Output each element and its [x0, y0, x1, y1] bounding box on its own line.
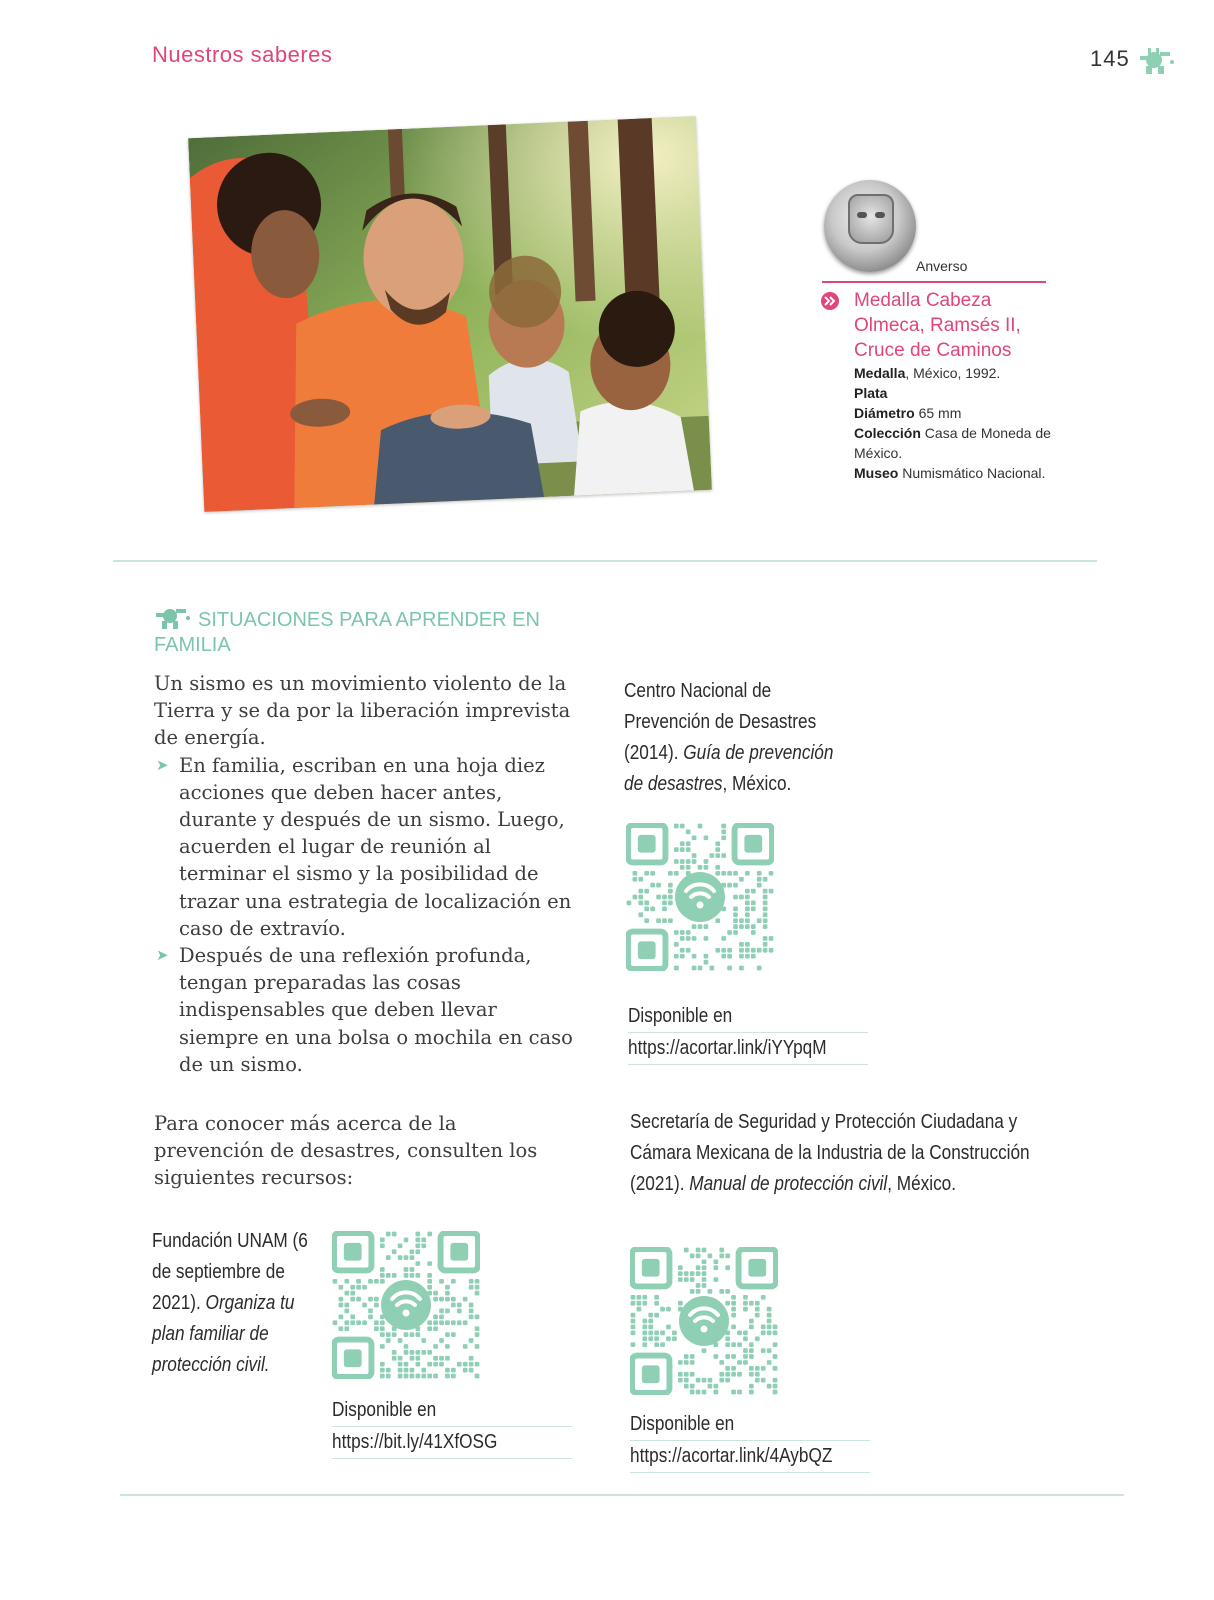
- medal-side-label: Anverso: [916, 258, 968, 274]
- activity-list: [154, 752, 574, 1078]
- list-item: ➤ Después de una reflexión profunda, tengan preparadas las cosas indispensables que deben llevar siempre en una bolsa o mochila en caso de un sismo.: [154, 942, 574, 1078]
- resource-link[interactable]: https://bit.ly/41XfOSG: [332, 1431, 498, 1453]
- double-chevron-icon: [821, 292, 839, 310]
- resource-link[interactable]: https://acortar.link/iYYpqM: [628, 1037, 827, 1059]
- available-at: Disponible en https://acortar.link/iYYpqM: [628, 1001, 868, 1065]
- intro-paragraph: Un sismo es un movimiento violento de la Tierra y se da por la liberación imprevista de energía.: [154, 672, 571, 750]
- section-title: SITUACIONES PARA APRENDER EN FAMILIA: [154, 609, 540, 656]
- qr-code[interactable]: [626, 823, 774, 971]
- family-photo-illustration: [188, 116, 712, 512]
- footer-divider: [120, 1494, 1124, 1496]
- qr-code[interactable]: [630, 1247, 778, 1395]
- reference-cenapred: Centro Nacional de Prevención de Desastres (2014). Guía de prevención de desastres, México.: [624, 680, 834, 795]
- medal-meta-line: Museo Numismático Nacional.: [854, 465, 1046, 481]
- reference-fundacion-unam: Fundación UNAM (6 de septiembre de 2021). Organiza tu plan familiar de protección civil.: [152, 1230, 308, 1376]
- family-photo: [188, 116, 712, 512]
- medal-image: [824, 180, 916, 272]
- medal-meta-line: Colección Casa de Moneda de México.: [854, 425, 1051, 461]
- medal-meta-line: Diámetro 65 mm: [854, 405, 962, 421]
- section-body: [154, 670, 574, 1078]
- resource-link[interactable]: https://acortar.link/4AybQZ: [630, 1445, 833, 1467]
- running-header: Nuestros saberes: [152, 42, 333, 67]
- section-divider: [113, 560, 1097, 562]
- medal-meta-line: Medalla, México, 1992.: [854, 365, 1001, 381]
- list-item: ➤ En familia, escriban en una hoja diez acciones que deben hacer antes, durante y después de un sismo. Luego, acuerden el lugar de reunión al terminar el sismo y la posibilidad de trazar una estrategia de localización en caso de extravío.: [154, 752, 574, 942]
- resources-intro: Para conocer más acerca de la prevención de desastres, consulten los siguientes recursos:: [154, 1112, 538, 1189]
- medal-divider: [822, 281, 1046, 283]
- available-at: Disponible en https://acortar.link/4AybQZ: [630, 1409, 870, 1473]
- qr-code[interactable]: [332, 1231, 480, 1379]
- medal-metadata: [854, 363, 1064, 483]
- reference-sspc: Secretaría de Seguridad y Protección Ciudadana y Cámara Mexicana de la Industria de la Construcción (2021). Manual de protección civil, México.: [630, 1111, 1030, 1195]
- page-number: 145: [1090, 46, 1130, 71]
- glyph-icon: [1136, 46, 1176, 76]
- medal-meta-line: Plata: [854, 385, 888, 401]
- available-at: Disponible en https://bit.ly/41XfOSG: [332, 1395, 572, 1459]
- medal-title: Medalla Cabeza Olmeca, Ramsés II, Cruce de Caminos: [854, 290, 1021, 361]
